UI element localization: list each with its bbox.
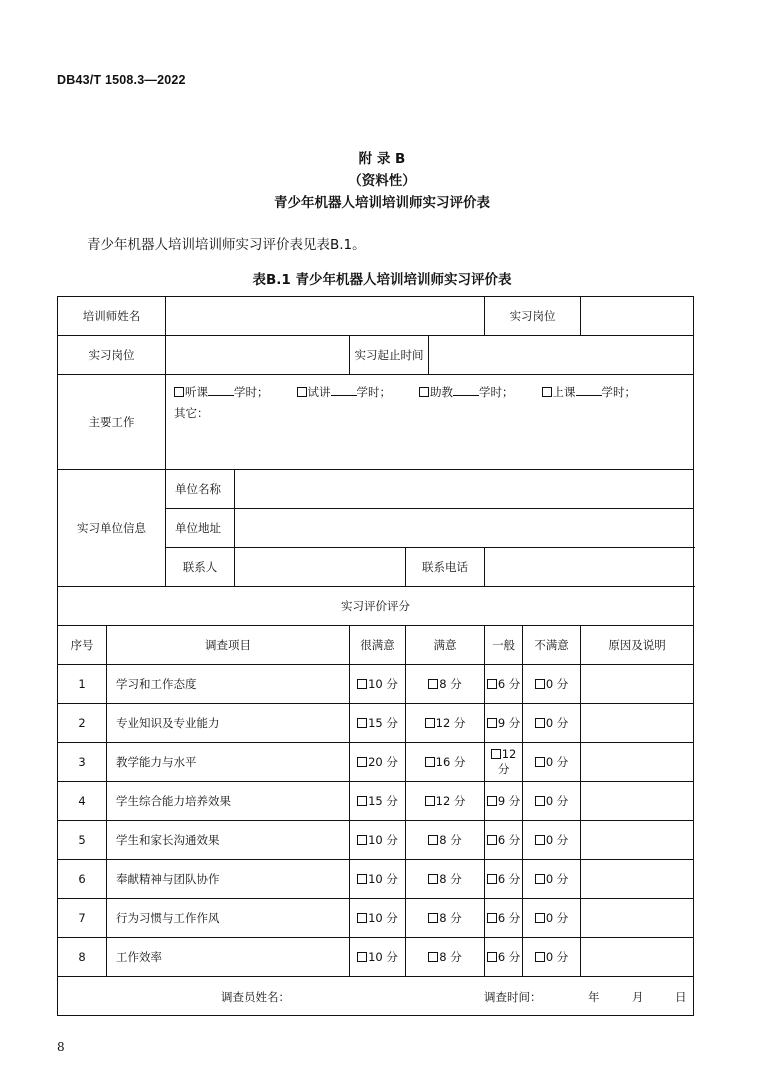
- score-option-average[interactable]: 6 分: [485, 899, 523, 938]
- row-number: 2: [58, 704, 107, 743]
- row-number: 5: [58, 821, 107, 860]
- appendix-title: 附 录 B: [358, 151, 406, 167]
- work-item-lecture[interactable]: 听课 学时；: [174, 382, 269, 403]
- checkbox-icon[interactable]: [535, 796, 545, 806]
- checkbox-icon[interactable]: [487, 874, 497, 884]
- checkbox-icon[interactable]: [357, 874, 367, 884]
- contact-field[interactable]: [235, 548, 406, 587]
- main-work-cell: [166, 375, 694, 470]
- reason-field[interactable]: [581, 743, 694, 782]
- checkbox-icon[interactable]: [487, 679, 497, 689]
- work-item-teach[interactable]: 上课 学时；: [542, 382, 637, 403]
- checkbox-icon[interactable]: [487, 952, 497, 962]
- table-row: [58, 821, 694, 860]
- col-very-satisfied-header: 很满意: [350, 626, 406, 665]
- row-item: 学生综合能力培养效果: [107, 782, 350, 821]
- checkbox-icon[interactable]: [535, 874, 545, 884]
- trainer-name-label: 培训师姓名: [58, 297, 166, 336]
- period-field[interactable]: [429, 336, 694, 375]
- score-option-satisfied[interactable]: 16 分: [406, 743, 485, 782]
- checkbox-icon[interactable]: [535, 952, 545, 962]
- score-option-satisfied[interactable]: 8 分: [406, 665, 485, 704]
- score-option-very-satisfied[interactable]: 20 分: [350, 743, 406, 782]
- unit-name-label: 单位名称: [166, 470, 235, 509]
- score-option-satisfied[interactable]: 8 分: [406, 938, 485, 977]
- table-row: [58, 704, 694, 743]
- checkbox-icon[interactable]: [297, 387, 307, 397]
- checkbox-icon[interactable]: [357, 835, 367, 845]
- table-row: [58, 899, 694, 938]
- contact-label: 联系人: [166, 548, 235, 587]
- page-number: 8: [57, 1040, 65, 1054]
- checkbox-icon[interactable]: [535, 835, 545, 845]
- checkbox-icon[interactable]: [425, 718, 435, 728]
- checkbox-icon[interactable]: [487, 913, 497, 923]
- other-label: 其它：: [174, 406, 209, 420]
- survey-time-label: 调查时间：: [484, 990, 542, 1004]
- intern-post-label: 实习岗位: [485, 297, 581, 336]
- intern-post-field[interactable]: [581, 297, 694, 336]
- col-unsatisfied-header: 不满意: [523, 626, 581, 665]
- score-option-satisfied[interactable]: 12 分: [406, 782, 485, 821]
- eval-header-row: [58, 626, 694, 665]
- row-item: 奉献精神与团队协作: [107, 860, 350, 899]
- score-option-very-satisfied[interactable]: 15 分: [350, 782, 406, 821]
- row-item: 专业知识及专业能力: [107, 704, 350, 743]
- checkbox-icon[interactable]: [535, 913, 545, 923]
- score-option-unsatisfied[interactable]: 0 分: [523, 860, 581, 899]
- reason-field[interactable]: [581, 899, 694, 938]
- score-option-very-satisfied[interactable]: 10 分: [350, 665, 406, 704]
- checkbox-icon[interactable]: [357, 679, 367, 689]
- score-option-satisfied[interactable]: 12 分: [406, 704, 485, 743]
- score-option-unsatisfied[interactable]: 0 分: [523, 938, 581, 977]
- table-row: [58, 743, 694, 782]
- checkbox-icon[interactable]: [357, 796, 367, 806]
- checkbox-icon[interactable]: [419, 387, 429, 397]
- checkbox-icon[interactable]: [535, 718, 545, 728]
- month-label: 月: [632, 990, 644, 1004]
- col-average-header: 一般: [485, 626, 523, 665]
- contact-phone-field[interactable]: [485, 548, 694, 587]
- score-option-unsatisfied[interactable]: 0 分: [523, 665, 581, 704]
- table-row: [58, 665, 694, 704]
- reason-field[interactable]: [581, 665, 694, 704]
- score-option-very-satisfied[interactable]: 15 分: [350, 704, 406, 743]
- reason-field[interactable]: [581, 938, 694, 977]
- score-option-satisfied[interactable]: 8 分: [406, 860, 485, 899]
- checkbox-icon[interactable]: [491, 749, 501, 759]
- intern-post-label-2: 实习岗位: [58, 336, 166, 375]
- checkbox-icon[interactable]: [357, 952, 367, 962]
- row-item: 学生和家长沟通效果: [107, 821, 350, 860]
- checkbox-icon[interactable]: [357, 913, 367, 923]
- score-option-unsatisfied[interactable]: 0 分: [523, 899, 581, 938]
- score-option-very-satisfied[interactable]: 10 分: [350, 860, 406, 899]
- score-option-satisfied[interactable]: 8 分: [406, 899, 485, 938]
- trainer-name-field[interactable]: [166, 297, 485, 336]
- day-label: 日: [675, 990, 687, 1004]
- score-option-average[interactable]: 12 分: [485, 743, 523, 782]
- section-title: 实习评价评分: [58, 587, 694, 626]
- score-option-very-satisfied[interactable]: 10 分: [350, 899, 406, 938]
- unit-info-label: 实习单位信息: [58, 470, 166, 587]
- checkbox-icon[interactable]: [428, 874, 438, 884]
- col-item-header: 调查项目: [107, 626, 350, 665]
- score-option-average[interactable]: 6 分: [485, 665, 523, 704]
- unit-address-label: 单位地址: [166, 509, 235, 548]
- checkbox-icon[interactable]: [487, 718, 497, 728]
- score-option-average[interactable]: 6 分: [485, 938, 523, 977]
- survey-footer: [58, 977, 694, 1016]
- reason-field[interactable]: [581, 821, 694, 860]
- score-option-very-satisfied[interactable]: 10 分: [350, 938, 406, 977]
- row-number: 4: [58, 782, 107, 821]
- year-label: 年: [588, 990, 600, 1004]
- row-number: 6: [58, 860, 107, 899]
- contact-phone-label: 联系电话: [406, 548, 485, 587]
- period-label: 实习起止时间: [350, 336, 429, 375]
- checkbox-icon[interactable]: [174, 387, 184, 397]
- surveyor-label: 调查员姓名：: [221, 990, 290, 1004]
- row-item: 行为习惯与工作作风: [107, 899, 350, 938]
- row-number: 3: [58, 743, 107, 782]
- table-row: [58, 782, 694, 821]
- col-reason-header: 原因及说明: [581, 626, 694, 665]
- score-option-average[interactable]: 9 分: [485, 704, 523, 743]
- row-item: 学习和工作态度: [107, 665, 350, 704]
- score-option-average[interactable]: 9 分: [485, 782, 523, 821]
- score-option-very-satisfied[interactable]: 10 分: [350, 821, 406, 860]
- score-option-unsatisfied[interactable]: 0 分: [523, 704, 581, 743]
- checkbox-icon[interactable]: [487, 796, 497, 806]
- table-row: [58, 860, 694, 899]
- work-hours-line: [174, 382, 685, 403]
- row-item: 工作效率: [107, 938, 350, 977]
- checkbox-icon[interactable]: [535, 757, 545, 767]
- row-item: 教学能力与水平: [107, 743, 350, 782]
- intern-post-field-2[interactable]: [166, 336, 350, 375]
- col-satisfied-header: 满意: [406, 626, 485, 665]
- unit-address-field[interactable]: [235, 509, 694, 548]
- unit-name-field[interactable]: [235, 470, 694, 509]
- checkbox-icon[interactable]: [542, 387, 552, 397]
- checkbox-icon[interactable]: [428, 835, 438, 845]
- document-id: DB43/T 1508.3—2022: [57, 73, 186, 87]
- appendix-nature: （资料性）: [348, 173, 416, 189]
- score-option-satisfied[interactable]: 8 分: [406, 821, 485, 860]
- main-work-label: 主要工作: [58, 375, 166, 470]
- checkbox-icon[interactable]: [428, 952, 438, 962]
- table-row: [58, 938, 694, 977]
- reason-field[interactable]: [581, 704, 694, 743]
- score-option-unsatisfied[interactable]: 0 分: [523, 743, 581, 782]
- table-caption: 表B.1 青少年机器人培训培训师实习评价表: [252, 272, 512, 288]
- row-number: 7: [58, 899, 107, 938]
- score-option-unsatisfied[interactable]: 0 分: [523, 821, 581, 860]
- checkbox-icon[interactable]: [425, 757, 435, 767]
- checkbox-icon[interactable]: [487, 835, 497, 845]
- checkbox-icon[interactable]: [535, 679, 545, 689]
- reason-field[interactable]: [581, 860, 694, 899]
- score-option-average[interactable]: 6 分: [485, 821, 523, 860]
- row-number: 1: [58, 665, 107, 704]
- col-no-header: 序号: [58, 626, 107, 665]
- checkbox-icon[interactable]: [428, 913, 438, 923]
- work-item-trial[interactable]: 试讲 学时；: [297, 382, 392, 403]
- evaluation-form-table: [57, 296, 694, 1016]
- score-option-unsatisfied[interactable]: 0 分: [523, 782, 581, 821]
- checkbox-icon[interactable]: [425, 796, 435, 806]
- checkbox-icon[interactable]: [357, 757, 367, 767]
- checkbox-icon[interactable]: [357, 718, 367, 728]
- score-option-average[interactable]: 6 分: [485, 860, 523, 899]
- row-number: 8: [58, 938, 107, 977]
- appendix-subtitle: 青少年机器人培训培训师实习评价表: [274, 195, 490, 211]
- work-item-assist[interactable]: 助教 学时；: [419, 382, 514, 403]
- intro-paragraph: 青少年机器人培训培训师实习评价表见表B.1。: [87, 237, 366, 253]
- reason-field[interactable]: [581, 782, 694, 821]
- checkbox-icon[interactable]: [428, 679, 438, 689]
